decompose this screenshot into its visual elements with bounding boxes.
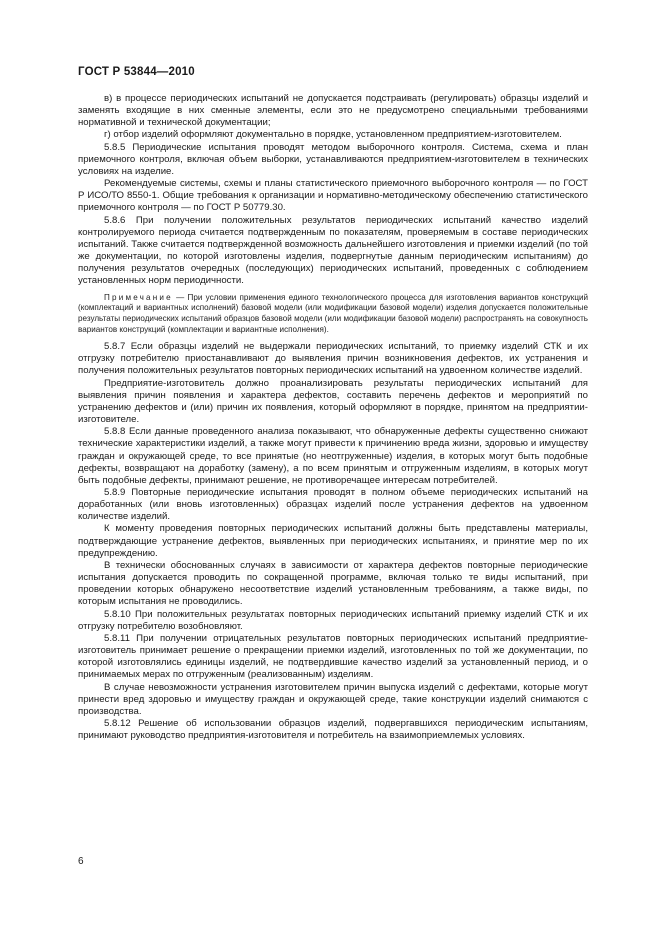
- paragraph: В случае невозможности устранения изготовителем причин выпуска изделий с дефектами, которые могут принести вред здоровью и имуществу граждан и окружающей среде, такие конструкции изделий снимаются с производства.: [78, 681, 588, 717]
- paragraph: 5.8.7 Если образцы изделий не выдержали периодических испытаний, то приемку изделий СТК и их отгрузку потребителю приостанавливают до выявления причин возникновения дефектов, их устранения и получения положительных результатов повторных периодических испытаний на удвоенном количестве изделий.: [78, 341, 588, 377]
- note-text: — При условии применения единого технологического процесса для изготовления вариантов конструкций (комплектаций и вариантных исполнений) базовой модели (или модификации базовой модели) изделия допускается положительные результаты периодических испытаний образцов базовой модели (или модификации базовой модели) распространять на совокупность вариантов конструкций (комплектации и вариантные исполнения).: [78, 292, 589, 335]
- paragraph: 5.8.11 При получении отрицательных результатов повторных периодических испытаний предприятие-изготовитель принимает решение о прекращении приемки изделий, изготовленных по той же документации, по которой изготовлялись единицы изделий, не подтвердившие качество изделий за установленный период, и о принимаемых мерах по отгруженным (реализованным) изделиям.: [78, 632, 588, 681]
- page-number: 6: [78, 856, 84, 867]
- paragraph: Рекомендуемые системы, схемы и планы статистического приемочного выборочного контроля — по ГОСТ Р ИСО/ТО 8550-1. Общие требования к организации и нормативно-методическому обеспечению статистического приемочного контроля — по ГОСТ Р 50779.30.: [78, 178, 588, 214]
- paragraph: 5.8.12 Решение об использовании образцов изделий, подвергавшихся периодическим испытаниям, принимают руководство предприятия-изготовителя и потребитель на взаимоприемлемых условиях.: [78, 717, 588, 742]
- note: [78, 293, 588, 337]
- paragraph: К моменту проведения повторных периодических испытаний должны быть представлены материалы, подтверждающие устранение дефектов, выявленных при периодических испытаниях, и принятие мер по их предупреждению.: [78, 523, 588, 559]
- paragraph: 5.8.10 При положительных результатах повторных периодических испытаний приемку изделий СТК и их отгрузку потребителю возобновляют.: [78, 608, 588, 632]
- document-header: ГОСТ Р 53844—2010: [78, 66, 195, 78]
- paragraph: 5.8.9 Повторные периодические испытания проводят в полном объеме периодических испытаний на доработанных (или вновь изготовленных) образцах изделий после устранения дефектов на удвоенном количестве изделий.: [78, 487, 588, 523]
- paragraph: 5.8.8 Если данные проведенного анализа показывают, что обнаруженные дефекты существенно снижают технические характеристики изделий, а также могут привести к причинению вреда жизни, здоровью и имуществу граждан и окружающей среде, то все принятые (но неотгруженные) изделия, в которых могут быть подобные дефекты, возвращают на доработку (замену), а по всем принятым и отгруженным изделиям, в которых могут быть подобные дефекты, принимают решение, не противоречащее интересам потребителей.: [78, 426, 588, 486]
- document-body: [78, 93, 588, 742]
- paragraph: 5.8.5 Периодические испытания проводят методом выборочного контроля. Система, схема и план приемочного контроля, включая объем выборки, устанавливаются предприятием-изготовителем в технических условиях на изделие.: [78, 141, 588, 177]
- paragraph: В технически обоснованных случаях в зависимости от характера дефектов повторные периодические испытания допускается проводить по сокращенной программе, включая только те виды испытаний, при проведении которых обнаружено несоответствие изделий установленным требованиям, а также виды, по которым испытания не проводились.: [78, 559, 588, 608]
- note-label: Примечание: [104, 292, 173, 302]
- paragraph: г) отбор изделий оформляют документально в порядке, установленном предприятием-изготовителем.: [104, 129, 562, 141]
- paragraph: в) в процессе периодических испытаний не допускается подстраивать (регулировать) образцы изделий и заменять входящие в них сменные элементы, если это не предусмотрено специальными требованиями нормативной и технической документации;: [78, 93, 588, 129]
- paragraph: 5.8.6 При получении положительных результатов периодических испытаний качество изделий контролируемого периода считается подтвержденным по показателям, проверяемым в составе периодических испытаний. Также считается подтвержденной возможность дальнейшего изготовления и приемки изделий (по той же документации, по которой изготовлены изделия, подвергнутые данным периодическим испытаниям) до получения результатов очередных (последующих) периодических испытаний, проведенных с соблюдением установленных норм периодичности.: [78, 214, 588, 287]
- paragraph: Предприятие-изготовитель должно проанализировать результаты периодических испытаний для выявления причин появления и характера дефектов, составить перечень дефектов и мероприятий по устранению дефектов и (или) причин их появления, который оформляют в порядке, принятом на предприятии-изготовителе.: [78, 377, 588, 426]
